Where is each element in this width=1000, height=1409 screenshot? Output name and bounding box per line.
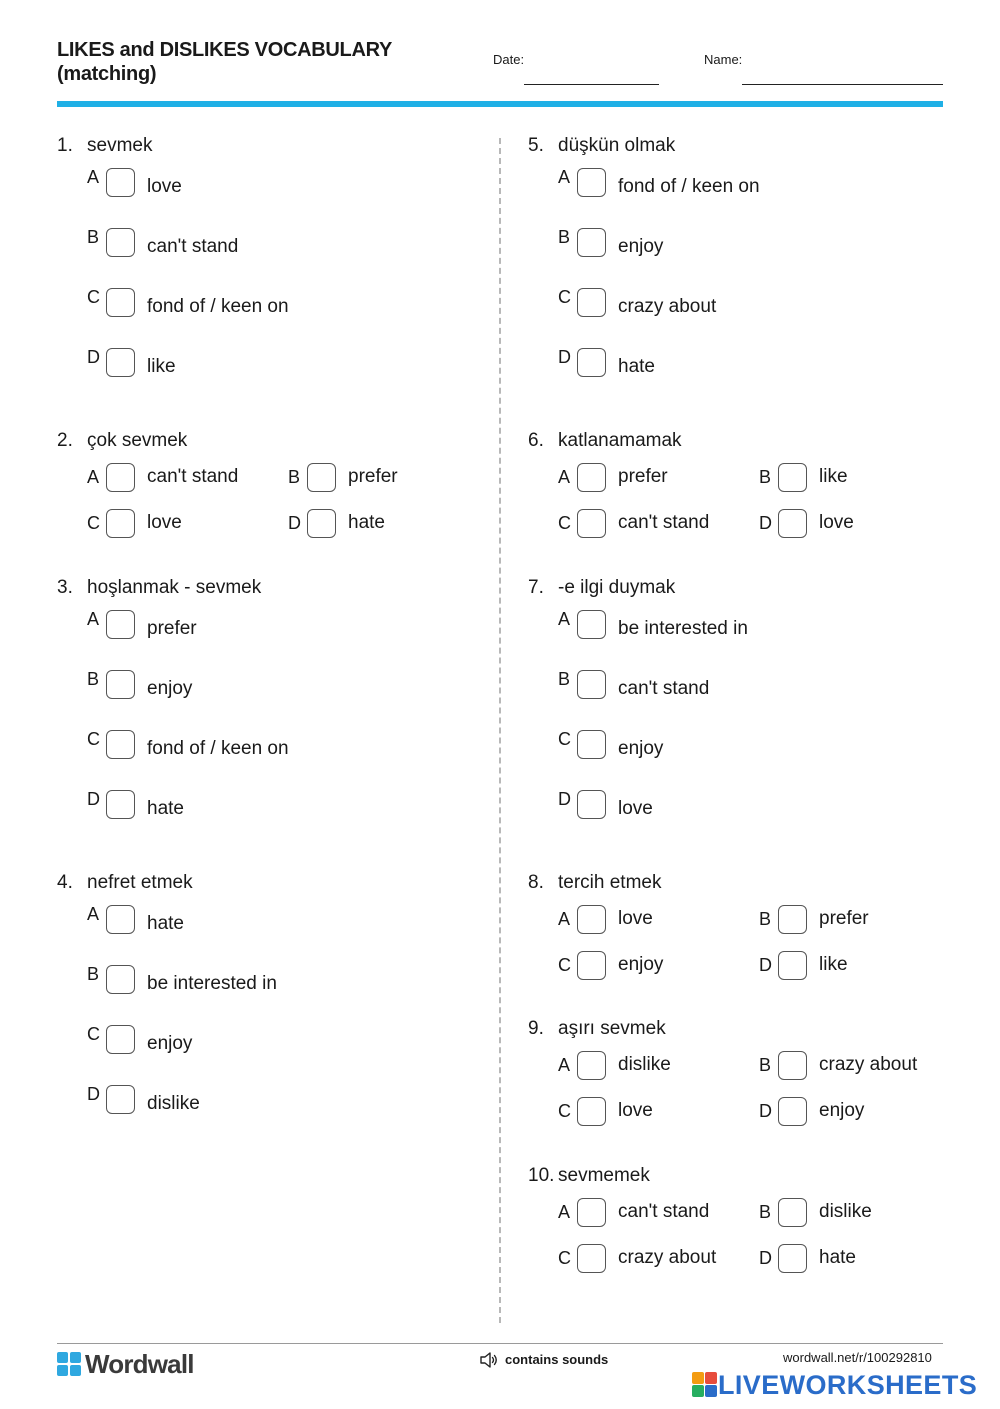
- option-text: can't stand: [618, 678, 710, 699]
- option-letter: C: [558, 955, 571, 975]
- question-text: katlanamamak: [558, 430, 682, 451]
- answer-checkbox[interactable]: [778, 1198, 807, 1227]
- option-letter: C: [558, 513, 571, 533]
- option-text: prefer: [819, 908, 869, 929]
- name-label: Name:: [704, 52, 743, 67]
- option-text: love: [618, 1100, 653, 1121]
- option-text: hate: [147, 798, 184, 819]
- answer-checkbox[interactable]: [778, 1097, 807, 1126]
- option-letter: D: [759, 1248, 772, 1268]
- answer-checkbox[interactable]: [106, 790, 135, 819]
- question-number: 9.: [528, 1018, 544, 1039]
- option-text: love: [147, 176, 182, 197]
- option-text: can't stand: [147, 466, 239, 487]
- answer-checkbox[interactable]: [577, 905, 606, 934]
- answer-checkbox[interactable]: [778, 463, 807, 492]
- option-text: hate: [819, 1247, 856, 1268]
- wordwall-brand: Wordwall: [85, 1349, 194, 1379]
- question-number: 3.: [57, 577, 73, 598]
- option-letter: B: [87, 227, 100, 247]
- option-letter: D: [759, 955, 772, 975]
- answer-checkbox[interactable]: [577, 670, 606, 699]
- option-text: enjoy: [618, 954, 664, 975]
- answer-checkbox[interactable]: [106, 288, 135, 317]
- answer-checkbox[interactable]: [106, 168, 135, 197]
- option-text: like: [819, 466, 848, 487]
- question-text: hoşlanmak - sevmek: [87, 577, 262, 598]
- question-text: sevmek: [87, 135, 153, 156]
- option-letter: D: [288, 513, 301, 533]
- answer-checkbox[interactable]: [106, 730, 135, 759]
- answer-checkbox[interactable]: [577, 1244, 606, 1273]
- option-text: be interested in: [147, 973, 277, 994]
- question-number: 5.: [528, 135, 544, 156]
- option-text: dislike: [819, 1201, 872, 1222]
- sound-label: contains sounds: [505, 1352, 609, 1367]
- option-text: like: [147, 356, 176, 377]
- option-letter: A: [558, 1055, 571, 1075]
- liveworksheets-logo-icon: [692, 1372, 718, 1398]
- option-text: fond of / keen on: [147, 296, 289, 317]
- answer-checkbox[interactable]: [778, 509, 807, 538]
- answer-checkbox[interactable]: [106, 1085, 135, 1114]
- answer-checkbox[interactable]: [577, 288, 606, 317]
- option-text: enjoy: [147, 678, 193, 699]
- answer-checkbox[interactable]: [106, 1025, 135, 1054]
- answer-checkbox[interactable]: [778, 1244, 807, 1273]
- answer-checkbox[interactable]: [577, 509, 606, 538]
- option-text: crazy about: [819, 1054, 918, 1075]
- wordwall-logo-icon: [57, 1352, 81, 1376]
- answer-checkbox[interactable]: [106, 228, 135, 257]
- option-letter: D: [87, 789, 100, 809]
- option-text: love: [147, 512, 182, 533]
- question-text: aşırı sevmek: [558, 1018, 666, 1039]
- option-text: hate: [348, 512, 385, 533]
- option-letter: C: [558, 1248, 571, 1268]
- option-letter: A: [87, 609, 100, 629]
- answer-checkbox[interactable]: [577, 1051, 606, 1080]
- option-letter: D: [759, 1101, 772, 1121]
- option-letter: A: [87, 904, 100, 924]
- option-letter: A: [558, 1202, 571, 1222]
- option-letter: B: [759, 1202, 772, 1222]
- option-text: fond of / keen on: [618, 176, 760, 197]
- column-divider: [499, 138, 501, 1323]
- option-letter: D: [759, 513, 772, 533]
- question-text: tercih etmek: [558, 872, 662, 893]
- option-text: enjoy: [618, 236, 664, 257]
- speaker-icon: [479, 1351, 499, 1369]
- answer-checkbox[interactable]: [778, 951, 807, 980]
- option-text: can't stand: [147, 236, 239, 257]
- option-letter: A: [87, 467, 100, 487]
- answer-checkbox[interactable]: [577, 1198, 606, 1227]
- option-text: prefer: [147, 618, 197, 639]
- option-letter: A: [558, 909, 571, 929]
- answer-checkbox[interactable]: [577, 463, 606, 492]
- option-letter: B: [558, 669, 571, 689]
- option-text: enjoy: [618, 738, 664, 759]
- date-field[interactable]: [524, 84, 659, 85]
- name-field[interactable]: [742, 84, 943, 85]
- option-text: be interested in: [618, 618, 748, 639]
- question-number: 2.: [57, 430, 73, 451]
- option-letter: B: [759, 467, 772, 487]
- answer-checkbox[interactable]: [577, 348, 606, 377]
- worksheet-title: [57, 38, 477, 86]
- footer-rule: [57, 1343, 943, 1344]
- option-text: like: [819, 954, 848, 975]
- option-text: enjoy: [819, 1100, 865, 1121]
- answer-checkbox[interactable]: [778, 905, 807, 934]
- option-text: fond of / keen on: [147, 738, 289, 759]
- question-number: 10.: [528, 1165, 555, 1186]
- option-letter: D: [87, 347, 100, 367]
- question-text: düşkün olmak: [558, 135, 676, 156]
- answer-checkbox[interactable]: [106, 610, 135, 639]
- answer-checkbox[interactable]: [577, 228, 606, 257]
- date-label: Date:: [493, 52, 525, 67]
- option-letter: B: [87, 669, 100, 689]
- answer-checkbox[interactable]: [106, 670, 135, 699]
- answer-checkbox[interactable]: [577, 610, 606, 639]
- answer-checkbox[interactable]: [307, 463, 336, 492]
- option-letter: C: [87, 1024, 100, 1044]
- answer-checkbox[interactable]: [106, 348, 135, 377]
- option-text: enjoy: [147, 1033, 193, 1054]
- answer-checkbox[interactable]: [577, 1097, 606, 1126]
- option-letter: B: [87, 964, 100, 984]
- option-letter: A: [558, 609, 571, 629]
- option-letter: C: [558, 1101, 571, 1121]
- answer-checkbox[interactable]: [577, 790, 606, 819]
- question-number: 4.: [57, 872, 73, 893]
- activity-url[interactable]: wordwall.net/r/100292810: [783, 1350, 932, 1365]
- question-number: 1.: [57, 135, 73, 156]
- title-line-1: LIKES and DISLIKES VOCABULARY: [57, 39, 393, 61]
- option-text: dislike: [618, 1054, 671, 1075]
- liveworksheets-wordmark: LIVEWORKSHEETS: [718, 1370, 978, 1400]
- option-letter: A: [87, 167, 100, 187]
- option-text: dislike: [147, 1093, 200, 1114]
- option-text: crazy about: [618, 1247, 717, 1268]
- option-text: can't stand: [618, 512, 710, 533]
- option-letter: C: [87, 513, 100, 533]
- option-text: love: [618, 908, 653, 929]
- option-letter: B: [288, 467, 301, 487]
- header-rule: [57, 101, 943, 107]
- option-letter: B: [759, 909, 772, 929]
- question-number: 7.: [528, 577, 544, 598]
- answer-checkbox[interactable]: [106, 965, 135, 994]
- answer-checkbox[interactable]: [778, 1051, 807, 1080]
- option-text: prefer: [348, 466, 398, 487]
- option-text: prefer: [618, 466, 668, 487]
- answer-checkbox[interactable]: [577, 168, 606, 197]
- answer-checkbox[interactable]: [577, 730, 606, 759]
- option-letter: A: [558, 467, 571, 487]
- option-letter: C: [87, 729, 100, 749]
- option-text: can't stand: [618, 1201, 710, 1222]
- option-letter: B: [759, 1055, 772, 1075]
- option-letter: C: [558, 287, 571, 307]
- question-number: 6.: [528, 430, 544, 451]
- answer-checkbox[interactable]: [577, 951, 606, 980]
- option-text: love: [618, 798, 653, 819]
- option-text: love: [819, 512, 854, 533]
- question-text: nefret etmek: [87, 872, 193, 893]
- option-letter: B: [558, 227, 571, 247]
- option-letter: C: [558, 729, 571, 749]
- option-letter: C: [87, 287, 100, 307]
- answer-checkbox[interactable]: [106, 509, 135, 538]
- question-text: sevmemek: [558, 1165, 650, 1186]
- question-text: -e ilgi duymak: [558, 577, 676, 598]
- option-text: hate: [147, 913, 184, 934]
- option-letter: D: [558, 789, 571, 809]
- option-text: hate: [618, 356, 655, 377]
- option-text: crazy about: [618, 296, 717, 317]
- option-letter: D: [558, 347, 571, 367]
- answer-checkbox[interactable]: [307, 509, 336, 538]
- option-letter: A: [558, 167, 571, 187]
- answer-checkbox[interactable]: [106, 905, 135, 934]
- title-line-2: (matching): [57, 63, 157, 85]
- question-text: çok sevmek: [87, 430, 188, 451]
- answer-checkbox[interactable]: [106, 463, 135, 492]
- question-number: 8.: [528, 872, 544, 893]
- option-letter: D: [87, 1084, 100, 1104]
